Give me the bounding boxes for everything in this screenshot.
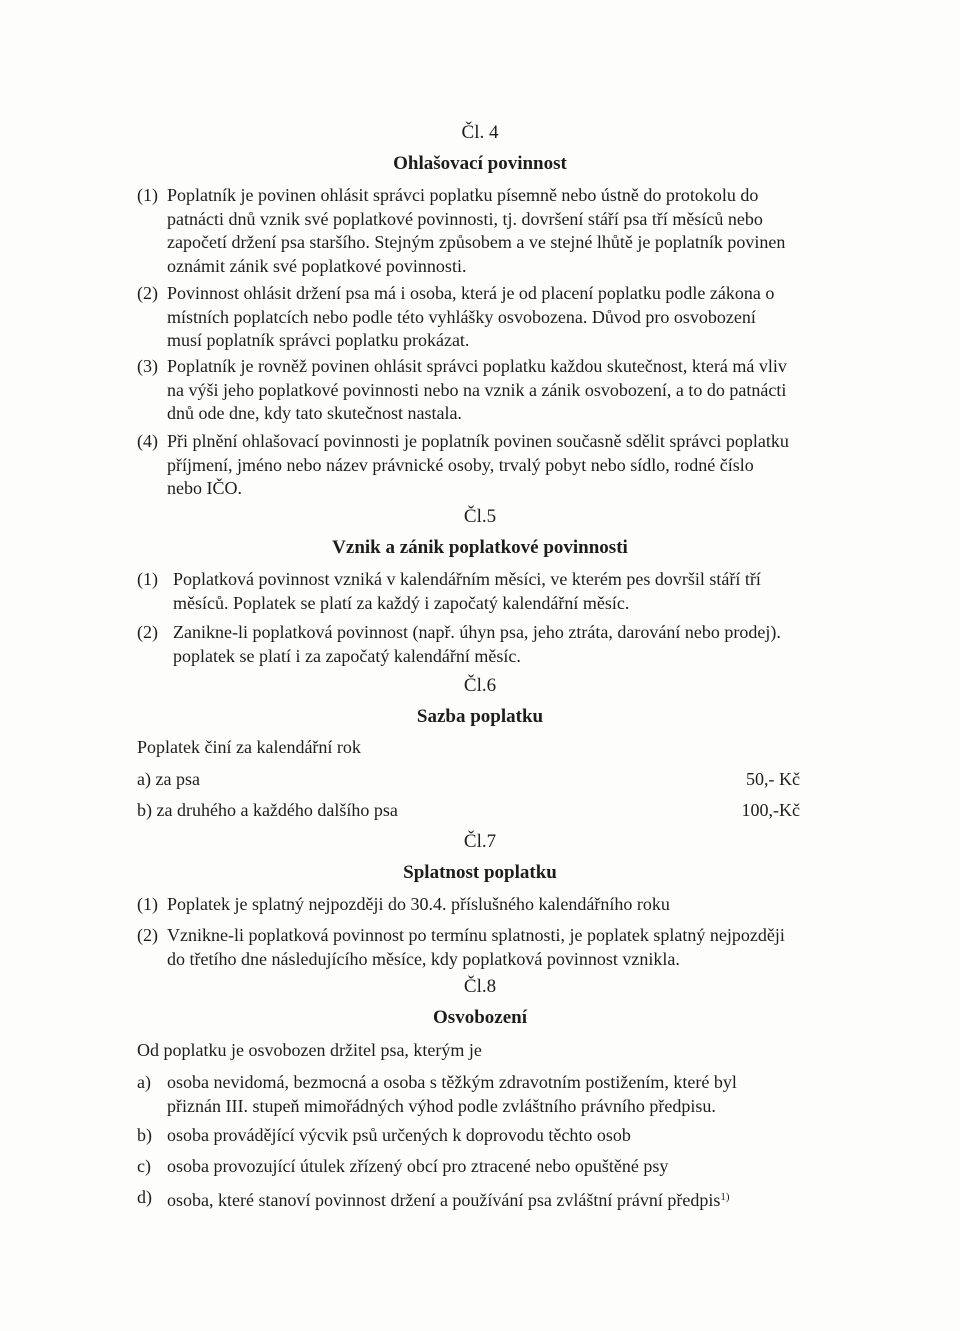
item-letter: b) — [137, 1125, 152, 1145]
exemption-intro: Od poplatku je osvobozen držitel psa, kterým je — [137, 1040, 482, 1060]
article-7-number: Čl.7 — [463, 831, 497, 852]
text-line: Poplatková povinnost vzniká v kalendářním měsíci, ve kterém pes dovršil stáří tří — [173, 569, 761, 589]
paragraph-number: (2) — [137, 283, 158, 303]
article-4-title: Ohlašovací povinnost — [393, 153, 567, 174]
text-line: Poplatník je rovněž povinen ohlásit správci poplatku každou skutečnost, která má vliv — [167, 356, 787, 376]
text-line: Poplatník je povinen ohlásit správci poplatku písemně nebo ústně do protokolu do — [167, 185, 759, 205]
text-line: poplatek se platí i za započatý kalendářní měsíc. — [173, 645, 521, 666]
rate-a-label: a) za psa — [137, 769, 200, 789]
article-5-number: Čl.5 — [463, 506, 497, 527]
text-line: osoba provádějící výcvik psů určených k doprovodu těchto osob — [167, 1125, 631, 1145]
rate-intro: Poplatek činí za kalendářní rok — [137, 737, 361, 757]
text-line: Při plnění ohlašovací povinnosti je poplatník povinen současně sdělit správci poplatku — [167, 431, 789, 451]
text-line: Vznikne-li poplatková povinnost po termínu splatnosti, je poplatek splatný nejpozději — [167, 925, 785, 945]
article-4-paragraph-1 — [137, 184, 840, 278]
article-6-number: Čl.6 — [463, 675, 497, 696]
text-line: dnů ode dne, kdy tato skutečnost nastala. — [167, 403, 462, 424]
text-line: osoba provozující útulek zřízený obcí pro ztracené nebo opuštěné psy — [167, 1156, 669, 1176]
text-line: nebo IČO. — [167, 478, 242, 499]
text-line: oznámit zánik své poplatkové povinnosti. — [167, 255, 467, 276]
paragraph-number: (1) — [137, 894, 158, 914]
article-4-number: Čl. 4 — [461, 122, 499, 143]
text-line: do třetího dne následujícího měsíce, kdy poplatková povinnost vznikla. — [167, 948, 680, 969]
paragraph-number: (2) — [137, 925, 158, 945]
text-line — [167, 1186, 840, 1213]
text-line: osoba nevidomá, bezmocná a osoba s těžkým zdravotním postižením, které byl — [167, 1072, 737, 1092]
article-8-title: Osvobození — [433, 1007, 527, 1028]
footnote-marker: 1) — [720, 1191, 730, 1203]
paragraph-number: (1) — [137, 569, 158, 589]
item-letter: c) — [137, 1156, 151, 1176]
text-line: místních poplatcích nebo podle této vyhlášky osvobozena. Důvod pro osvobození — [167, 306, 756, 327]
text-line: měsíců. Poplatek se platí za každý i započatý kalendářní měsíc. — [173, 592, 630, 613]
text-line: Poplatek je splatný nejpozději do 30.4. příslušného kalendářního roku — [167, 894, 670, 914]
article-4-paragraph-3 — [137, 355, 840, 426]
rate-a-value: 50,- Kč — [746, 769, 800, 789]
rate-b-value: 100,-Kč — [741, 800, 800, 820]
exemption-item-c — [137, 1155, 840, 1179]
text-line: Povinnost ohlásit držení psa má i osoba, která je od placení poplatku podle zákona o — [167, 283, 775, 303]
article-7-paragraph-1 — [137, 893, 840, 917]
exemption-item-a — [137, 1071, 840, 1118]
paragraph-number: (1) — [137, 185, 158, 205]
article-5-title: Vznik a zánik poplatkové povinnosti — [332, 537, 628, 558]
paragraph-number: (2) — [137, 622, 158, 642]
article-8-number: Čl.8 — [463, 976, 497, 997]
paragraph-number: (4) — [137, 431, 158, 451]
item-letter: d) — [137, 1187, 152, 1207]
article-4-paragraph-4 — [137, 430, 840, 501]
text-line: na výši jeho poplatkové povinnosti nebo na vznik a zánik osvobození, a to do patnácti — [167, 379, 787, 400]
article-5-paragraph-2 — [137, 621, 840, 668]
article-7-paragraph-2 — [137, 924, 840, 971]
exemption-item-b — [137, 1124, 840, 1148]
text-line: Zanikne-li poplatková povinnost (např. úhyn psa, jeho ztráta, darování nebo prodej). — [173, 622, 781, 642]
item-letter: a) — [137, 1072, 151, 1092]
article-5-paragraph-1 — [137, 568, 840, 615]
text-line: započetí držení psa staršího. Stejným způsobem a ve stejné lhůtě je poplatník povinen — [167, 232, 786, 253]
article-6-title: Sazba poplatku — [416, 706, 544, 727]
text-line: příjmení, jméno nebo název právnické osoby, trvalý pobyt nebo sídlo, rodné číslo — [167, 454, 754, 475]
text-line: přiznán III. stupeň mimořádných výhod podle zvláštního právního předpisu. — [167, 1095, 716, 1116]
article-4-paragraph-2 — [137, 282, 840, 353]
text-line: musí poplatník správci poplatku prokázat. — [167, 330, 470, 351]
rate-b-label: b) za druhého a každého dalšího psa — [137, 800, 398, 820]
article-7-title: Splatnost poplatku — [403, 862, 557, 883]
paragraph-number: (3) — [137, 356, 158, 376]
exemption-item-d — [137, 1186, 840, 1213]
item-d-text: osoba, které stanoví povinnost držení a používání psa zvláštní právní předpis — [167, 1190, 721, 1210]
text-line: patnácti dnů vznik své poplatkové povinnosti, tj. dovršení stáří psa tří měsíců nebo — [167, 208, 763, 229]
